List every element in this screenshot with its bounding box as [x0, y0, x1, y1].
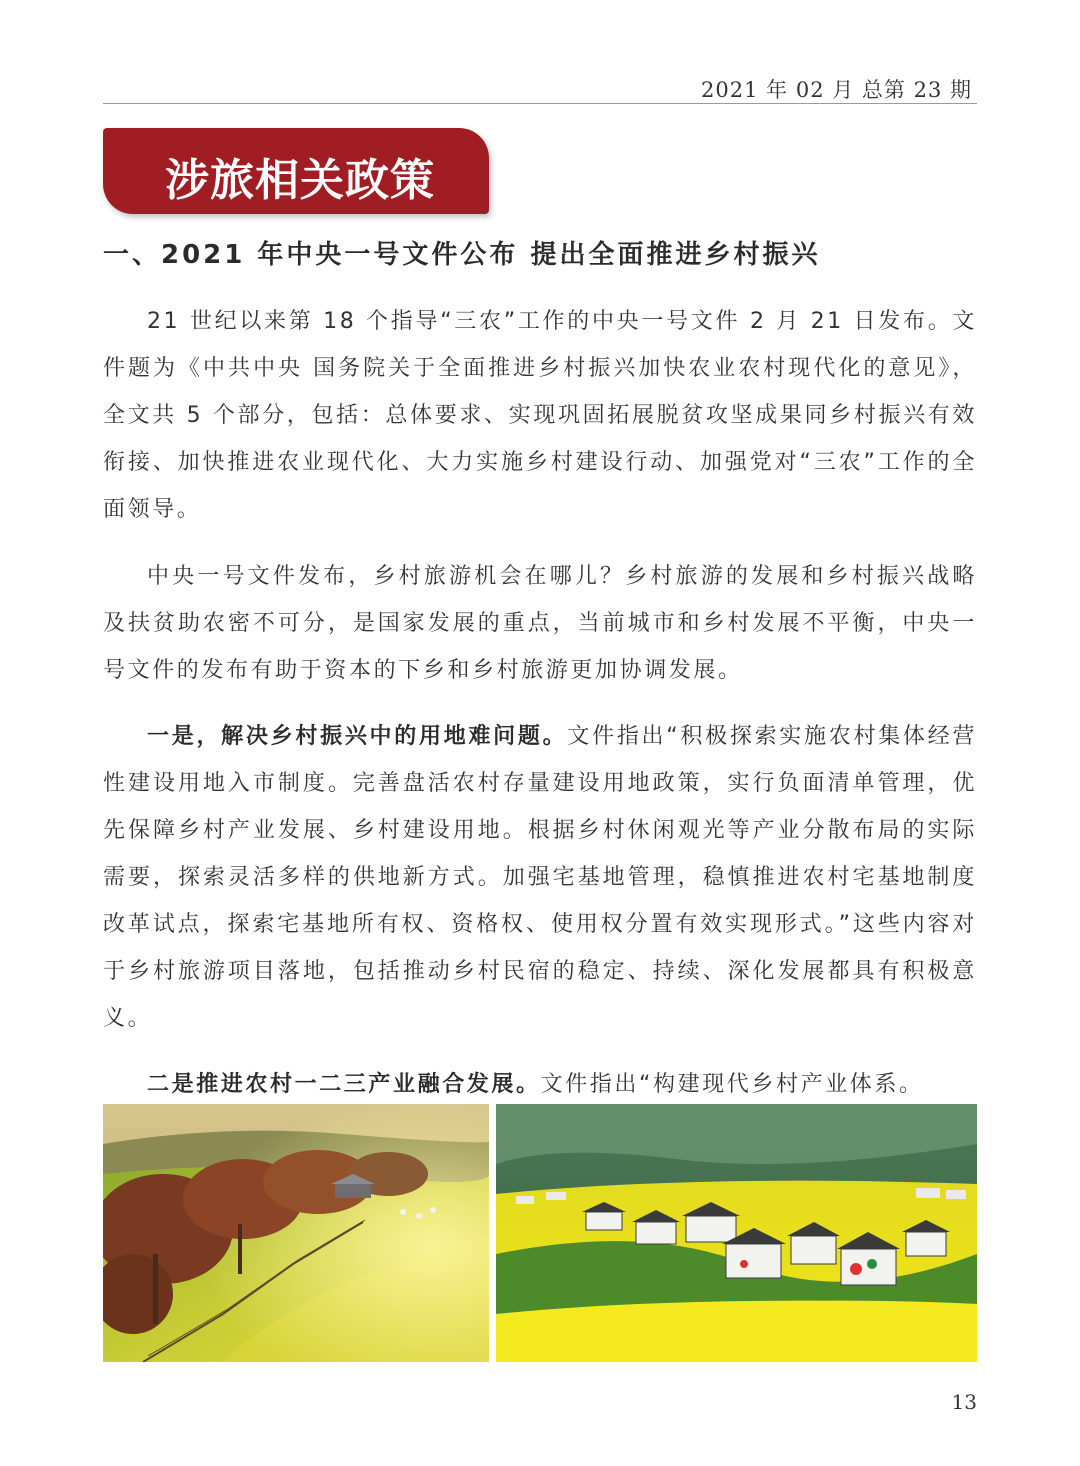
paragraph-1-text: 21 世纪以来第 18 个指导“三农”工作的中央一号文件 2 月 21 日发布。文件题为《中共中央 国务院关于全面推进乡村振兴加快农业农村现代化的意见》，全文共 5 个部分，包括：总体要求、实现巩固拓展脱贫攻坚成果同乡村振兴有效衔接、加快推进农业现代化、大力实施乡村建设行动、加强党对“三农”工作的全面领导。: [103, 309, 977, 522]
header-divider: [103, 103, 977, 104]
paragraph-3-lead: 一是，解决乡村振兴中的用地难问题。: [147, 724, 568, 749]
paragraph-3: [103, 713, 977, 1042]
page-number: 13: [951, 1390, 977, 1414]
paragraph-3-text: 文件指出“积极探索实施农村集体经营性建设用地入市制度。完善盘活农村存量建设用地政策，实行负面清单管理，优先保障乡村产业发展、乡村建设用地。根据乡村休闲观光等产业分散布局的实际需要，探索灵活多样的供地新方式。加强宅基地管理，稳慎推进农村宅基地制度改革试点，探索宅基地所有权、资格权、使用权分置有效实现形式。”这些内容对于乡村旅游项目落地，包括推动乡村民宿的稳定、持续、深化发展都具有积极意义。: [103, 724, 977, 1031]
paragraph-2: [103, 553, 977, 694]
countryside-meadow-photo: [103, 1104, 489, 1362]
section-banner: [103, 128, 489, 214]
rapeseed-village-photo: [496, 1104, 977, 1362]
issue-date-line: 2021 年 02 月 总第 23 期: [701, 78, 972, 102]
section-title: 涉旅相关政策: [165, 155, 435, 206]
paragraph-2-text: 中央一号文件发布，乡村旅游机会在哪儿？乡村旅游的发展和乡村振兴战略及扶贫助农密不可分，是国家发展的重点，当前城市和乡村发展不平衡，中央一号文件的发布有助于资本的下乡和乡村旅游更加协调发展。: [103, 564, 977, 683]
article-heading: 一、2021 年中央一号文件公布 提出全面推进乡村振兴: [103, 240, 821, 270]
paragraph-4-text: 文件指出“构建现代乡村产业体系。: [540, 1072, 924, 1097]
paragraph-4-lead: 二是推进农村一二三产业融合发展。: [147, 1072, 541, 1097]
paragraph-1: [103, 298, 977, 533]
paragraph-4: [103, 1061, 977, 1108]
